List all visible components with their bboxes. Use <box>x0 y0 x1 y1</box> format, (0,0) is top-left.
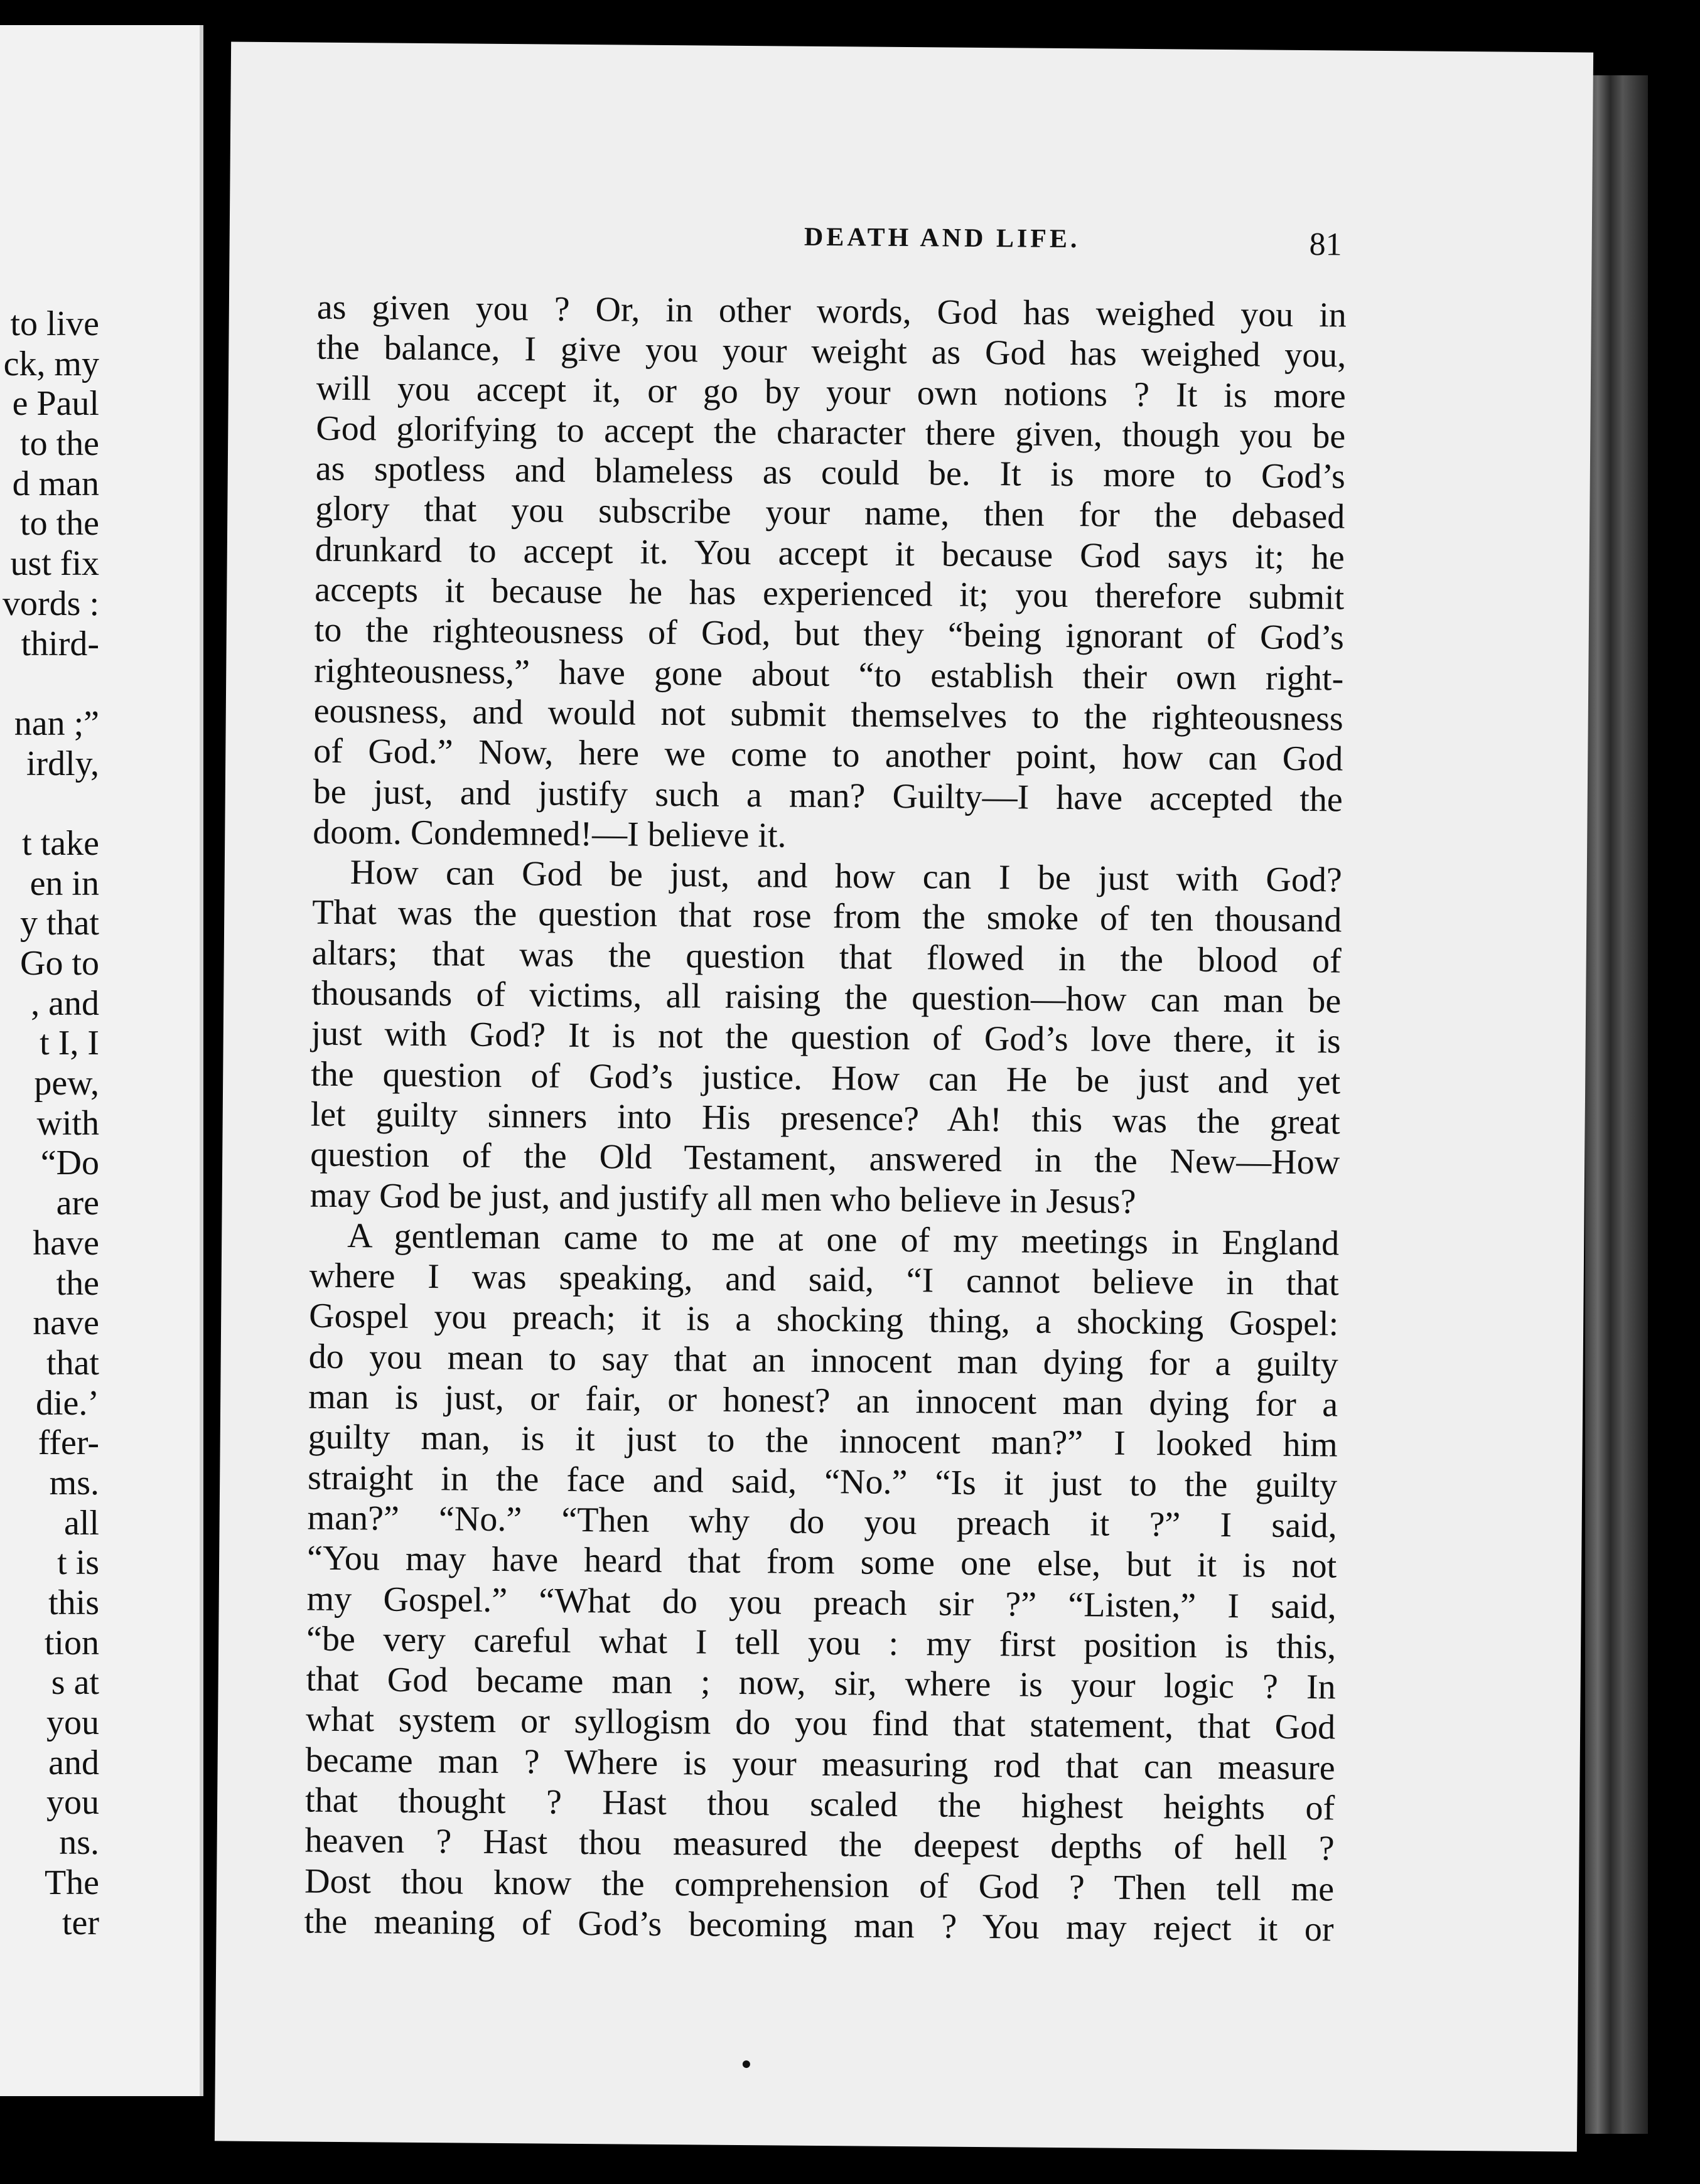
left-page-line: Go to <box>20 944 99 983</box>
left-page-line: “Do <box>40 1143 99 1183</box>
text-line: doom. Condemned!—I believe it. <box>313 812 787 855</box>
left-page-line: to live <box>10 304 99 343</box>
book-page-edges <box>1585 75 1648 2134</box>
left-page-line: t is <box>57 1543 99 1583</box>
left-page-line: to the <box>20 504 99 543</box>
text-line: A gentleman came to me at one of my meetings in England <box>347 1216 1340 1263</box>
left-page-line: nave <box>33 1303 99 1343</box>
text-line: Dost thou know the comprehension of God ? Then tell me <box>304 1861 1335 1908</box>
text-line: the balance, I give you your weight as God has weighed you, <box>316 328 1347 375</box>
left-page-line: vords : <box>3 584 99 623</box>
left-page-line: , and <box>31 983 99 1023</box>
body-text <box>304 287 1347 1950</box>
left-page-line: e Paul <box>12 384 99 424</box>
left-page-line: ust fix <box>10 544 99 584</box>
left-page-line: ns. <box>59 1823 99 1863</box>
text-line: man?” “No.” “Then why do you preach it ?” I said, <box>307 1498 1337 1546</box>
text-line: to the righteousness of God, but they “being ignorant of God’s <box>314 610 1345 658</box>
left-page-line: this <box>48 1583 99 1622</box>
left-page-line: ter <box>62 1903 99 1942</box>
text-line: that God became man ; now, sir, where is your logic ? In <box>306 1659 1336 1707</box>
text-line: let guilty sinners into His presence? Ah! this was the great <box>310 1095 1340 1142</box>
text-line: man is just, or fair, or honest? an innocent man dying for a <box>308 1377 1338 1425</box>
left-page-line: third- <box>21 624 99 663</box>
left-page-line: that <box>46 1343 99 1383</box>
left-page-line: you <box>46 1703 99 1743</box>
left-page-line: and <box>48 1743 99 1782</box>
left-page <box>0 25 203 2096</box>
left-page-line: ms. <box>49 1463 99 1502</box>
left-page-line: to the <box>20 424 99 464</box>
text-line: what system or syllogism do you find that statement, that God <box>305 1700 1336 1747</box>
left-page-line: the <box>56 1263 99 1303</box>
text-line: Gospel you preach; it is a shocking thing, a shocking Gospel: <box>308 1296 1339 1344</box>
text-line: altars; that was the question that flowed in the blood of <box>311 933 1342 981</box>
left-page-line: pew, <box>34 1064 99 1103</box>
text-line: drunkard to accept it. You accept it because God says it; he <box>315 530 1345 577</box>
text-line: That was the question that rose from the smoke of ten thousand <box>312 893 1342 940</box>
page-number: 81 <box>1309 227 1342 263</box>
left-page-line: ffer- <box>38 1423 99 1463</box>
text-line: the question of God’s justice. How can He be just and yet <box>311 1054 1341 1102</box>
left-page-line: t take <box>22 823 99 863</box>
left-page-line: ck, my <box>3 344 99 383</box>
text-line: eousness, and would not submit themselves to the righteousness <box>313 691 1343 739</box>
text-line: became man ? Where is your measuring rod that can measure <box>305 1740 1335 1788</box>
left-page-line: have <box>33 1223 99 1263</box>
text-line: just with God? It is not the question of God’s love there, it is <box>311 1014 1341 1061</box>
left-page-line: all <box>64 1503 99 1543</box>
left-page-line: you <box>46 1783 99 1823</box>
left-page-line <box>3 784 99 824</box>
text-line: do you mean to say that an innocent man dying for a guilty <box>308 1337 1338 1384</box>
text-line: accepts it because he has experienced it; you therefore submit <box>315 570 1345 618</box>
left-page-line: die.’ <box>35 1383 99 1423</box>
text-line: “You may have heard that from some one else, but it is not <box>306 1538 1337 1586</box>
text-line: where I was speaking, and said, “I cannot believe in that <box>309 1256 1339 1303</box>
left-page-line: s at <box>51 1663 99 1703</box>
text-line: “be very careful what I tell you : my first position is this, <box>306 1619 1337 1667</box>
text-line: as spotless and blameless as could be. It is more to God’s <box>315 449 1346 496</box>
left-page-line: d man <box>12 464 99 503</box>
text-line: of God.” Now, here we come to another point, how can God <box>313 731 1343 779</box>
left-page-line: y that <box>20 904 99 943</box>
text-line: glory that you subscribe your name, then for the debased <box>315 490 1345 537</box>
text-line: guilty man, is it just to the innocent man?” I looked him <box>308 1417 1338 1465</box>
right-page <box>215 42 1593 2152</box>
text-line: as given you ? Or, in other words, God has weighed you in <box>316 287 1347 335</box>
text-line: the meaning of God’s becoming man ? You may reject it or <box>304 1902 1334 1949</box>
ink-speck <box>743 2060 750 2068</box>
text-line: God glorifying to accept the character there given, though you be <box>316 409 1346 456</box>
text-line: be just, and justify such a man? Guilty—I have accepted the <box>313 772 1343 820</box>
text-line: will you accept it, or go by your own notions ? It is more <box>316 368 1347 416</box>
left-page-text <box>3 304 99 1943</box>
left-page-line <box>3 664 99 704</box>
text-line: my Gospel.” “What do you preach sir ?” “Listen,” I said, <box>306 1579 1337 1626</box>
running-head: DEATH AND LIFE. <box>804 222 1080 254</box>
text-line: thousands of victims, all raising the question—how can man be <box>311 973 1342 1021</box>
text-line: that thought ? Hast thou scaled the highest heights of <box>304 1780 1335 1828</box>
left-page-line: nan ;” <box>14 704 99 743</box>
left-page-line: The <box>44 1863 99 1902</box>
left-page-line: en in <box>30 864 99 903</box>
text-line: heaven ? Hast thou measured the deepest depths of hell ? <box>304 1821 1335 1868</box>
text-line: question of the Old Testament, answered in the New—How <box>310 1135 1340 1182</box>
text-line: may God be just, and justify all men who believe in Jesus? <box>309 1175 1136 1221</box>
text-line: How can God be just, and how can I be just with God? <box>350 853 1342 900</box>
left-page-line: with <box>36 1103 99 1143</box>
text-line: straight in the face and said, “No.” “Is it just to the guilty <box>307 1458 1338 1506</box>
left-page-line: t I, I <box>40 1024 99 1063</box>
left-page-line: are <box>56 1184 99 1223</box>
text-line: righteousness,” have gone about “to establish their own right- <box>314 651 1344 699</box>
left-page-line: irdly, <box>26 744 99 783</box>
left-page-line: tion <box>44 1623 99 1662</box>
